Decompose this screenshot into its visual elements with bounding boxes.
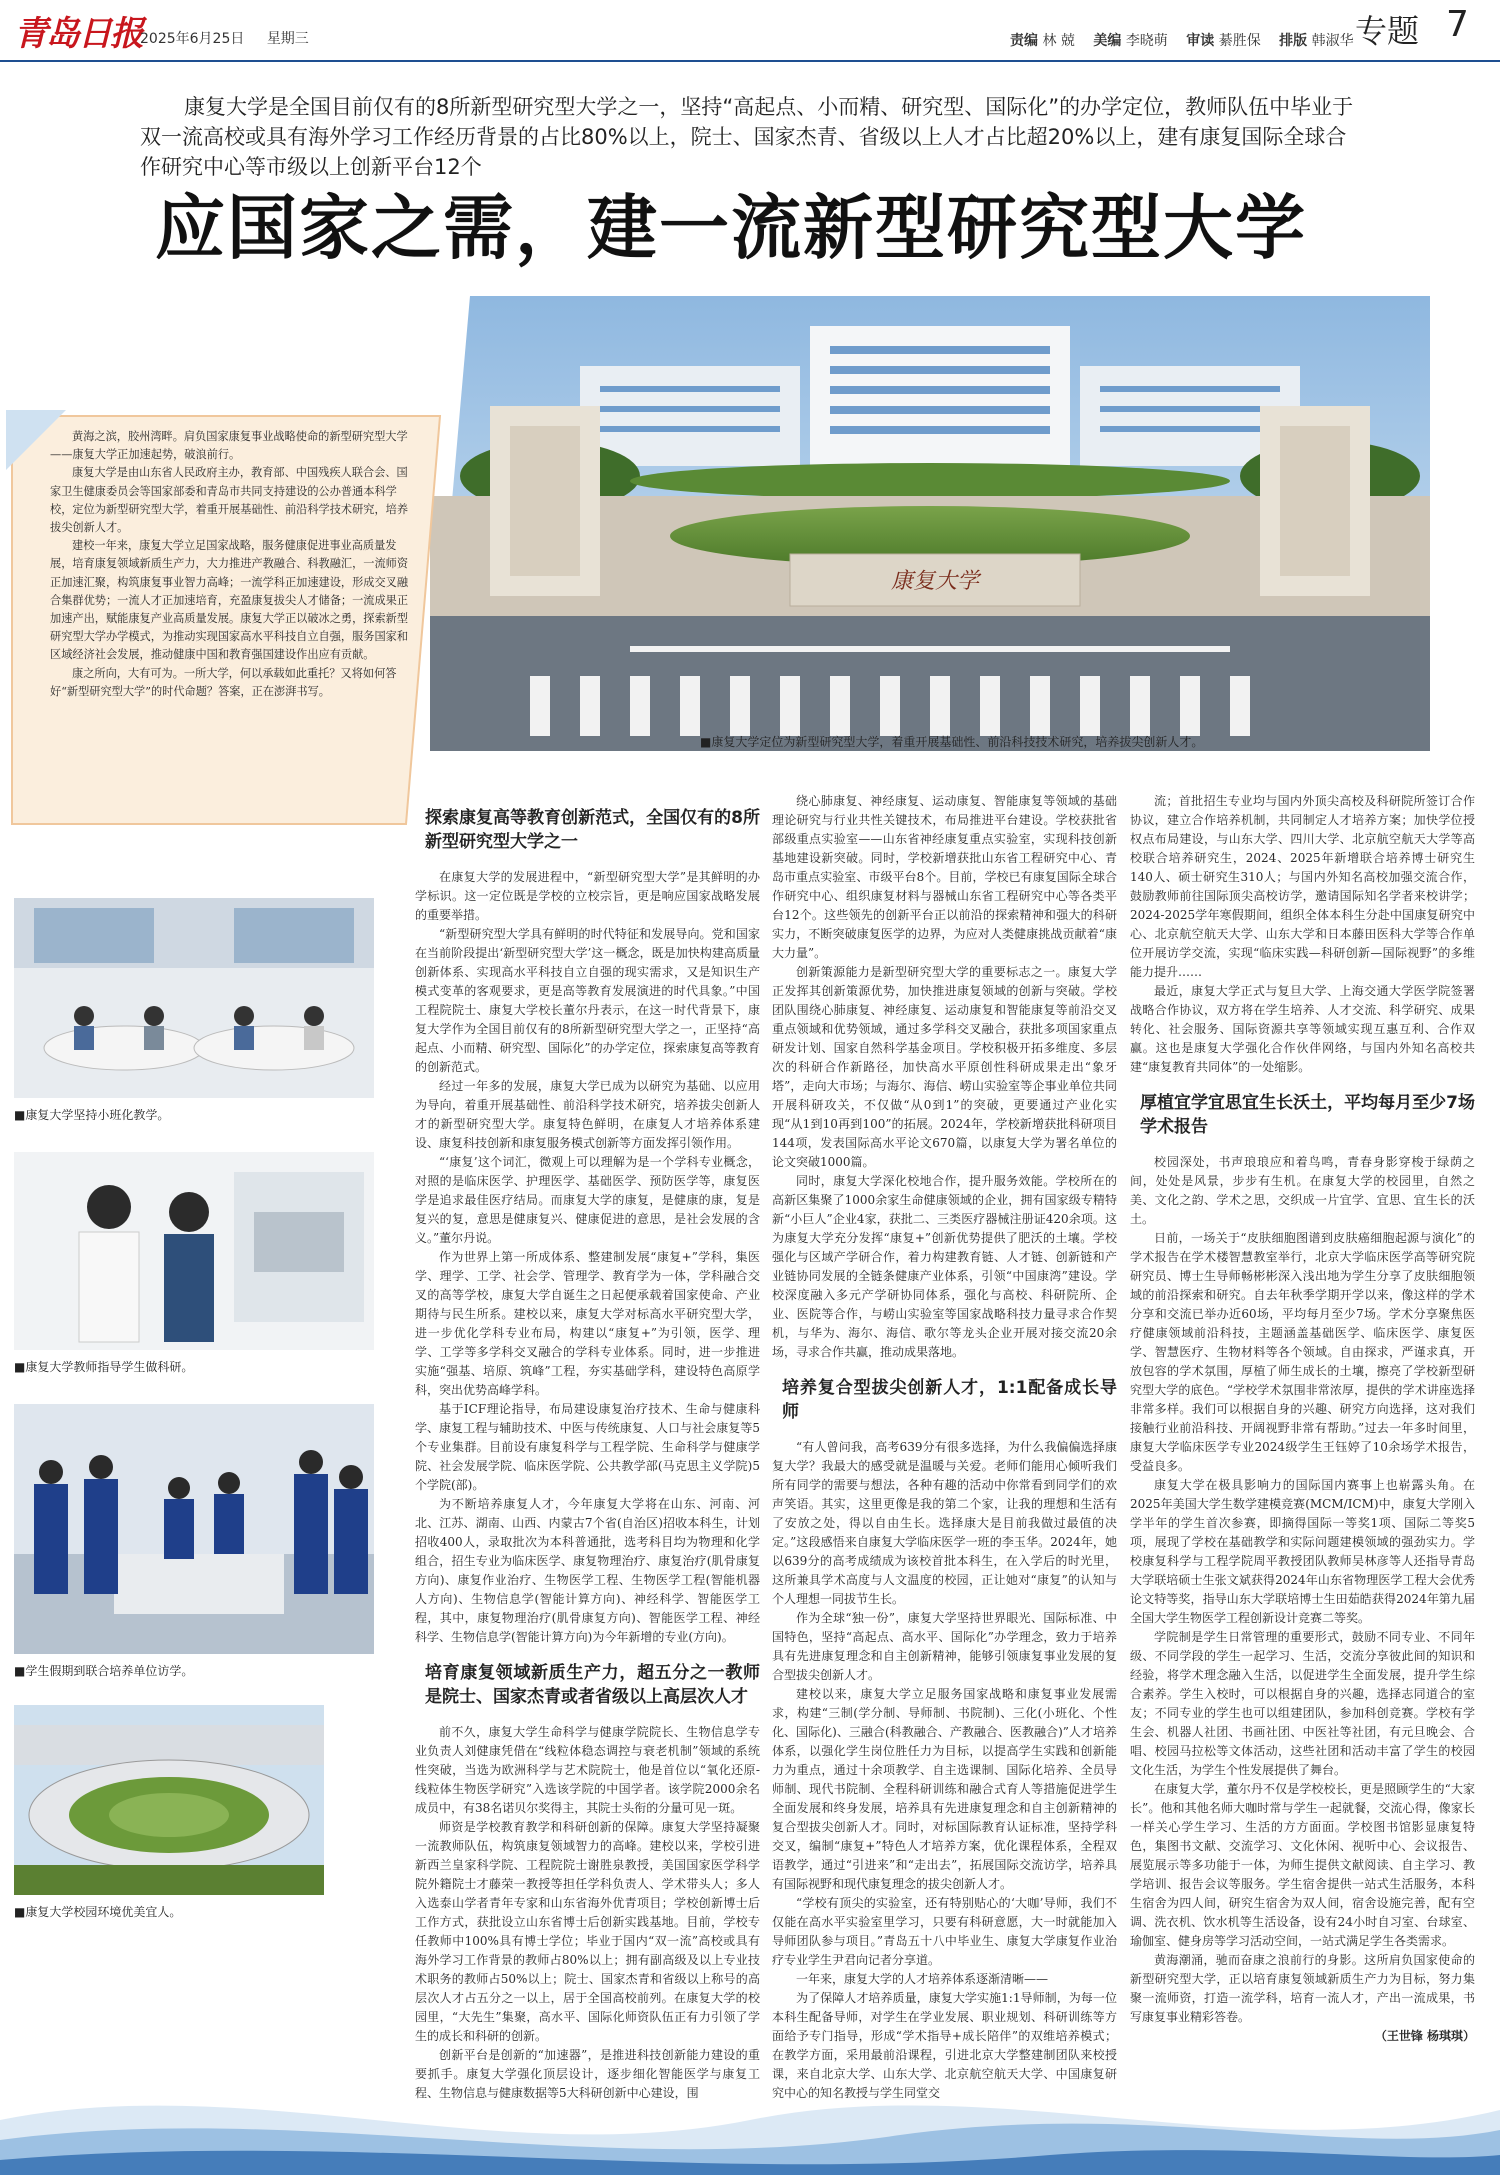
classroom-photo	[14, 898, 374, 1123]
article-paragraph: “学校有顶尖的实验室，还有特别贴心的‘大咖’导师，我们不仅能在高水平实验室里学习，只要有科研意愿，大一时就能加入导师团队参与项目。”青岛五十八中毕业生、康复大学康复作业治疗专业学生尹君向记者分享道。	[772, 1896, 1117, 1967]
intro-paragraph: 建校一年来，康复大学立足国家战略，服务健康促进事业高质量发展，培育康复领域新质生产力，大力推进产教融合、科教融汇，一流师资正加速汇聚，构筑康复事业智力高峰；一流学科正加速建设，形成交叉融合集群优势；一流人才正加速培育，充盈康复拔尖人才储备；一流成果正加速产出，赋能康复产业高质量发展。康复大学正以破冰之勇，探索新型研究型大学办学模式，为推动实现国家高水平科技自立自强，服务国家和区域经济社会发展，推动健康中国和教育强国建设作出应有贡献。	[50, 539, 409, 662]
article-paragraph: 康复大学在极具影响力的国际国内赛事上也崭露头角。在2025年美国大学生数学建模竞赛(MCM/ICM)中，康复大学刚入学半年的学生首次参赛，即摘得国际一等奖1项、国际二等奖5项，展现了学校在基础教学和实际问题建模领域的强劲实力。学校康复科学与工程学院周平教授团队教师吴林彦等人还指导青岛大学联培硕士生张文斌获得2024年山东省物理医学工程大会优秀论文特等奖，指导山东大学联培博士生田茹皓获得2024年第九届全国大学生物医学工程创新设计竞赛二等奖。	[1130, 1478, 1475, 1625]
research-photo	[14, 1152, 374, 1375]
article-column-3	[1130, 792, 1475, 2046]
subheading: 厚植宜学宜思宜生长沃土，平均每月至少7场学术报告	[1140, 1093, 1475, 1137]
campus-aerial-illustration	[14, 1705, 324, 1895]
article-paragraph: 建校以来，康复大学立足服务国家战略和康复事业发展需求，构建“三制(学分制、导师制、书院制)、三化(小班化、个性化、国际化)、三融合(科教融合、产教融合、医教融合)”人才培养体系，以强化学生岗位胜任力为目标，以提高学生实践和创新能力为重点，通过十余项教学、自主选课制、国际化培养、全员导师制、现代书院制、全程科研训练和融合式育人等措施促进学生全面发展和终身发展，培养具有先进康复理念和自主创新精神的复合型拔尖创新人才。同时，对标国际教育认证标准，坚持学科交叉，编制“康复+”特色人才培养方案，优化课程体系，全程双语教学，通过“引进来”和“走出去”，拓展国际交流访学，培养具有国际视野和现代康复理念的拔尖创新人才。	[772, 1687, 1117, 1891]
masthead	[0, 0, 1500, 62]
credit: 责编 林 兢	[1010, 33, 1075, 49]
article-column-2	[772, 792, 1117, 2103]
article-paragraph: 经过一年多的发展，康复大学已成为以研究为基础、以应用为导向，着重开展基础性、前沿科学技术研究，培养拔尖创新人才的新型研究型大学。康复特色鲜明，在康复人才培养体系建设、康复科技创新和康复服务模式创新等方面发挥引领作用。	[415, 1079, 760, 1150]
date-text: 2025年6月25日	[140, 31, 245, 47]
hero-caption: ■康复大学定位为新型研究型大学，着重开展基础性、前沿科技技术研究，培养拔尖创新人才。	[700, 735, 1204, 749]
article-paragraph: 作为全球“独一份”，康复大学坚持世界眼光、国际标准、中国特色，坚持“高起点、高水平、国际化”办学理念，致力于培养具有先进康复理念和自主创新精神，能够引领康复事业发展的复合型拔尖创新人才。	[772, 1611, 1117, 1682]
article-paragraph: “‘康复’这个词汇，微观上可以理解为是一个学科专业概念，对照的是临床医学、护理医学、基础医学、预防医学等，康复医学是追求最佳医疗结局。而康复大学的康复，是健康的康，复是复兴的复，意思是健康复兴、健康促进的意思，是社会发展的含义。”董尔丹说。	[415, 1155, 760, 1245]
article-paragraph: 前不久，康复大学生命科学与健康学院院长、生物信息学专业负责人刘健康凭借在“线粒体稳态调控与衰老机制”领域的系统性突破，当选为欧洲科学与艺术院院士，他是首位以“氧化还原-线粒体生物医学研究”入选该学院的中国学者。该学院2000余名成员中，有38名诺贝尔奖得主，其院士头衔的分量可见一斑。	[415, 1725, 760, 1815]
page-number: 7	[1446, 4, 1469, 45]
article-paragraph: 为了保障人才培养质量，康复大学实施1:1导师制，为每一位本科生配备导师，对学生在学业发展、职业规划、科研训练等方面给予专门指导，形成“学术指导+成长陪伴”的双维培养模式；在教学方面，采用最前沿课程，引进北京大学整建制团队来校授课，来自北京大学、山东大学、北京航空航天大学、中国康复研究中心的知名教授与学生同堂交	[772, 1991, 1117, 2100]
article-paragraph: 为不断培养康复人才，今年康复大学将在山东、河南、河北、江苏、湖南、山西、内蒙古7个省(自治区)招收本科生，计划招收400人，录取批次为本科普通批，选考科目均为物理和化学组合，招生专业为临床医学、康复物理治疗、康复治疗(肌骨康复方向)、康复作业治疗、生物医学工程、生物医学工程(智能机器人方向)、生物信息学(智能计算方向)、神经科学、智能医学工程，其中，康复物理治疗(肌骨康复方向)、智能医学工程、神经科学、生物信息学(智能计算方向)为今年新增的专业(方向)。	[415, 1497, 760, 1644]
article-paragraph: 绕心肺康复、神经康复、运动康复、智能康复等领域的基础理论研究与行业共性关键技术，布局推进平台建设。学校获批省部级重点实验室——山东省神经康复重点实验室，实现科技创新基地建设新突破。同时，学校新增获批山东省工程研究中心、青岛市重点实验室、市级平台8个。目前，学校已有康复国际全球合作研究中心、组织康复材料与器械山东省工程研究中心等各类平台12个。这些领先的创新平台正以前沿的探索精神和强大的科研实力，不断突破康复医学的边界，为应对人类健康挑战贡献着“康大力量”。	[772, 794, 1117, 960]
credit: 美编 李晓萌	[1093, 33, 1168, 49]
subheading: 探索康复高等教育创新范式，全国仅有的8所新型研究型大学之一	[425, 808, 760, 852]
article-paragraph: 作为世界上第一所成体系、整建制发展“康复+”学科，集医学、理学、工学、社会学、管理学、教育学为一体，学科融合交叉的高等学校，康复大学自诞生之日起便承载着国家使命、产业期待与民生所系。建校以来，康复大学对标高水平研究型大学，进一步优化学科专业布局，构建以“康复+”为引领，医学、理学、工学等多学科交叉融合的学科专业体系。同时，进一步推进实施“强基、培原、筑峰”工程，夯实基础学科，建设特色高原学科，突出优势高峰学科。	[415, 1250, 760, 1397]
article-paragraph: 同时，康复大学深化校地合作，提升服务效能。学校所在的高新区集聚了1000余家生命健康领域的企业，拥有国家级专精特新“小巨人”企业4家，获批二、三类医疗器械注册证420余项。这为康复大学充分发挥“康复+”创新优势提供了肥沃的土壤。学校强化与区域产学研合作，着力构建教育链、人才链、创新链和产业链协同发展的全链条健康产业体系，引领“中国康湾”建设。学校深度融入多元产学研协同体系，强化与高校、科研院所、企业、医院等合作，与崂山实验室等国家战略科技力量寻求合作契机，与华为、海尔、海信、歌尔等龙头企业开展对接交流20余场，寻求合作共赢，推动成果落地。	[772, 1174, 1117, 1359]
article-paragraph: 学院制是学生日常管理的重要形式，鼓励不同专业、不同年级、不同学段的学生一起学习、生活，交流分享彼此间的知识和经验，将学术理念融入生活，以促进学生全面发展，提升学生综合素养。学生入校时，可以根据自身的兴趣，选择志同道合的室友；不同专业的学生也可以组建团队，参加科创竞赛。学校有学生会、机器人社团、书画社团、中医社等社团，有元旦晚会、合唱、校园马拉松等文体活动，这些社团和活动丰富了学生的校园文化生活，为学生个性发展提供了舞台。	[1130, 1630, 1475, 1777]
article-paragraph: 流；首批招生专业均与国内外顶尖高校及科研院所签订合作协议，建立合作培养机制，共同制定人才培养方案；加快学位授权点布局建设，与山东大学、四川大学、北京航空航天大学等高校联合培养研究生，2024、2025年新增联合培养博士研究生140人、硕士研究生310人；与国内外知名高校加强交流合作，鼓励教师前往国际顶尖高校访学，邀请国际知名学者来校讲学；2024-2025学年寒假期间，组织全体本科生分赴中国康复研究中心、北京航空航天大学、山东大学和日本藤田医科大学等合作单位开展访学交流，实现“临床实践—科研创新—国际视野”的多维能力提升……	[1130, 794, 1475, 979]
photo-caption: ■康复大学教师指导学生做科研。	[14, 1360, 194, 1374]
section-name: 专题	[1355, 12, 1420, 50]
article-paragraph: 基于ICF理论指导，布局建设康复治疗技术、生命与健康科学、康复工程与辅助技术、中医与传统康复、人口与社会康复等5个专业集群。目前设有康复科学与工程学院、生命科学与健康学院、社会发展学院、临床医学院、公共教学部(马克思主义学院)5个学院(部)。	[415, 1402, 760, 1492]
article-paragraph: “新型研究型大学具有鲜明的时代特征和发展导向。党和国家在当前阶段提出‘新型研究型大学’这一概念，既是加快构建高质量创新体系、实现高水平科技自立自强的现实需求，又是知识生产模式变革的客观要求，更是高等教育发展演进的时代具象。”中国工程院院士、康复大学校长董尔丹表示，在这一时代背景下，康复大学作为全国目前仅有的8所新型研究型大学之一，正坚持“高起点、小而精、研究型、国际化”的办学定位，探索康复高等教育的创新范式。	[415, 927, 760, 1074]
intro-text	[50, 428, 410, 701]
article-paragraph: “有人曾问我，高考639分有很多选择，为什么我偏偏选择康复大学？我最大的感受就是温暖与关爱。老师们能用心倾听我们所有同学的需要与想法，各种有趣的活动中你常看到同学们的欢声笑语。其实，这里更像是我的第二个家，让我的理想和生活有了安放之处，得以自由生长。选择康大是目前我做过最值的决定。”这段感悟来自康复大学临床医学一班的李玉华。2024年，她以639分的高考成绩成为该校首批本科生，在入学后的时光里，这所兼具学术高度与人文温度的校园，正让她对“康复”的认知与个人理想一同拔节生长。	[772, 1440, 1117, 1606]
visit-illustration	[14, 1404, 374, 1654]
subheading: 培育康复领域新质生产力，超五分之一教师是院士、国家杰青或者省级以上高层次人才	[425, 1663, 760, 1707]
hero-photo	[430, 296, 1430, 751]
article-column-1	[415, 792, 760, 2103]
photo-caption: ■康复大学坚持小班化教学。	[14, 1108, 170, 1122]
article-paragraph: 校园深处，书声琅琅应和着鸟鸣，青春身影穿梭于绿荫之间，处处是风景，步步有生机。在康复大学的校园里，自然之美、文化之韵、学术之思，交织成一片宜学、宜思、宜生长的沃土。	[1130, 1155, 1475, 1226]
headline: 应国家之需，建一流新型研究型大学	[155, 186, 1307, 269]
intro-paragraph: 康之所向，大有可为。一所大学，何以承载如此重托？又将如何答好“新型研究型大学”的时代命题？答案，正在澎湃书写。	[50, 666, 397, 698]
newspaper-logo: 青岛日报	[14, 14, 142, 54]
lead-paragraph: 康复大学是全国目前仅有的8所新型研究型大学之一，坚持“高起点、小而精、研究型、国际化”的办学定位，教师队伍中毕业于双一流高校或具有海外学习工作经历背景的占比80%以上，院士、国家杰青、省级以上人才占比超20%以上，建有康复国际全球合作研究中心等市级以上创新平台12个	[140, 95, 1354, 179]
byline: （王世锋 杨琪琪）	[1374, 2029, 1475, 2043]
visit-photo	[14, 1404, 374, 1679]
classroom-illustration	[14, 898, 374, 1098]
article-paragraph: 黄海潮涌，驰而奋康之浪前行的身影。这所肩负国家使命的新型研究型大学，正以培育康复领域新质生产力为目标，努力集聚一流师资，打造一流学科，培育一流人才，产出一流成果，书写康复事业精彩答卷。	[1130, 1953, 1475, 2024]
article-paragraph: 在康复大学的发展进程中，“新型研究型大学”是其鲜明的办学标识。这一定位既是学校的立校宗旨，更是响应国家战略发展的重要举措。	[415, 870, 760, 922]
credit: 排版 韩淑华	[1279, 33, 1354, 49]
credit: 审读 綦胜保	[1186, 33, 1261, 49]
subheading: 培养复合型拔尖创新人才，1:1配备成长导师	[782, 1378, 1117, 1422]
research-illustration	[14, 1152, 374, 1350]
photo-caption: ■康复大学校园环境优美宜人。	[14, 1905, 182, 1919]
article-paragraph: 创新策源能力是新型研究型大学的重要标志之一。康复大学正发挥其创新策源优势，加快推进康复领域的创新与突破。学校团队围绕心肺康复、神经康复、运动康复和智能康复等前沿交叉重点领域和优势领域，通过多学科交叉融合，获批多项国家重点研发计划、国家自然科学基金项目。学校积极开拓多维度、多层次的科研合作新路径，加快高水平原创性科研成果走出“象牙塔”，走向大市场；与海尔、海信、崂山实验室等企事业单位共同开展科研攻关，不仅做“从0到1”的突破，更要通过产业化实现“从1到10再到100”的拓展。2024年，学校新增获批科研项目144项，发表国际高水平论文670篇，以康复大学为署名单位的论文突破1000篇。	[772, 965, 1117, 1169]
gate-inscription: 康复大学	[890, 569, 980, 594]
weekday-text: 星期三	[266, 31, 309, 47]
campus-photo	[14, 1705, 374, 1920]
campus-gate-illustration	[430, 296, 1430, 751]
masthead-rule	[0, 60, 1500, 62]
article-paragraph: 日前，一场关于“皮肤细胞图谱到皮肤癌细胞起源与演化”的学术报告在学术楼智慧教室举行，北京大学临床医学高等研究院研究员、博士生导师畅彬彬深入浅出地为学生分享了皮肤细胞领域的前沿探索和研究。自去年秋季学期开学以来，像这样的学术分享和交流已举办近60场，平均每月至少7场。学术分享聚焦医疗健康领域前沿科技，主题涵盖基础医学、临床医学、康复医学、智慧医疗、生物材料等各个领域。自由探求，严谨求真，开放包容的学术氛围，厚植了师生成长的土壤，擦亮了学校新型研究型大学的底色。“学校学术氛围非常浓厚，提供的学术讲座选择非常多样。我们可以根据自身的兴趣、研究方向选择，这对我们接触行业前沿科技、开阔视野非常有帮助。”过去一年多时间里，康复大学临床医学专业2024级学生王钰婷了10余场学术报告，受益良多。	[1130, 1231, 1475, 1473]
intro-paragraph: 黄海之滨，胶州湾畔。肩负国家康复事业战略使命的新型研究型大学——康复大学正加速起势，破浪前行。	[50, 430, 408, 462]
bottom-wave-decoration	[0, 2060, 1500, 2175]
article-paragraph: 在康复大学，董尔丹不仅是学校校长，更是照顾学生的“大家长”。他和其他名师大咖时常与学生一起就餐，交流心得，像家长一样关心学生学习、生活的方方面面。学校图书馆影显康复特色，集图书文献、交流学习、文化休闲、视听中心、会议报告、展览展示等多功能于一体，为师生提供文献阅读、自主学习、教学培训、报告会议等服务。学生宿舍提供一站式生活服务，本科生宿舍为四人间，研究生宿舍为双人间，宿舍设施完善，配有空调、洗衣机、饮水机等生活设备，设有24小时自习室、台球室、瑜伽室、健身房等学习活动空间，一站式满足学生各类需求。	[1130, 1782, 1475, 1948]
article-paragraph: 一年来，康复大学的人才培养体系逐渐清晰——	[796, 1972, 1049, 1986]
photo-caption: ■学生假期到联合培养单位访学。	[14, 1664, 194, 1678]
article-paragraph: 最近，康复大学正式与复旦大学、上海交通大学医学院签署战略合作协议，双方将在学生培养、人才交流、科学研究、成果转化、社会服务、国际资源共享等领域实现互惠互利、合作双赢。这也是康复大学强化合作伙伴网络，与国内外知名高校共建“康复教育共同体”的一处缩影。	[1130, 984, 1475, 1074]
article-paragraph: 师资是学校教育教学和科研创新的保障。康复大学坚持凝聚一流教师队伍，构筑康复领域智力的高峰。建校以来，学校引进新西兰皇家科学院、工程院院士谢胜泉教授，美国国家医学科学院外籍院士才藤荣一教授等担任学科负责人、学术带头人；多人入选泰山学者青年专家和山东省海外优青项目；学校创新博士后工作方式，获批设立山东省博士后创新实践基地。目前，学校专任教师中100%具有博士学位；毕业于国内“双一流”高校或具有海外学习工作背景的教师占80%以上；拥有副高级及以上专业技术职务的教师占50%以上；院士、国家杰青和省级以上称号的高层次人才占五分之一以上，居于全国高校前列。在康复大学的校园里，“大先生”集聚，高水平、国际化师资队伍正有力引领了学生的成长和科研的创新。	[415, 1820, 760, 2043]
article-paragraph: 创新平台是创新的“加速器”，是推进科技创新能力建设的重要抓手。康复大学强化顶层设计，逐步细化智能医学与康复工程、生物信息与健康数据等5大科研创新中心建设，围	[415, 2048, 760, 2100]
editor-credits	[1010, 30, 1368, 50]
issue-date	[140, 28, 327, 48]
intro-paragraph: 康复大学是由山东省人民政府主办，教育部、中国残疾人联合会、国家卫生健康委员会等国家部委和青岛市共同支持建设的公办普通本科学校，定位为新型研究型大学，着重开展基础性、前沿科学技术研究，培养拔尖创新人才。	[50, 466, 409, 535]
